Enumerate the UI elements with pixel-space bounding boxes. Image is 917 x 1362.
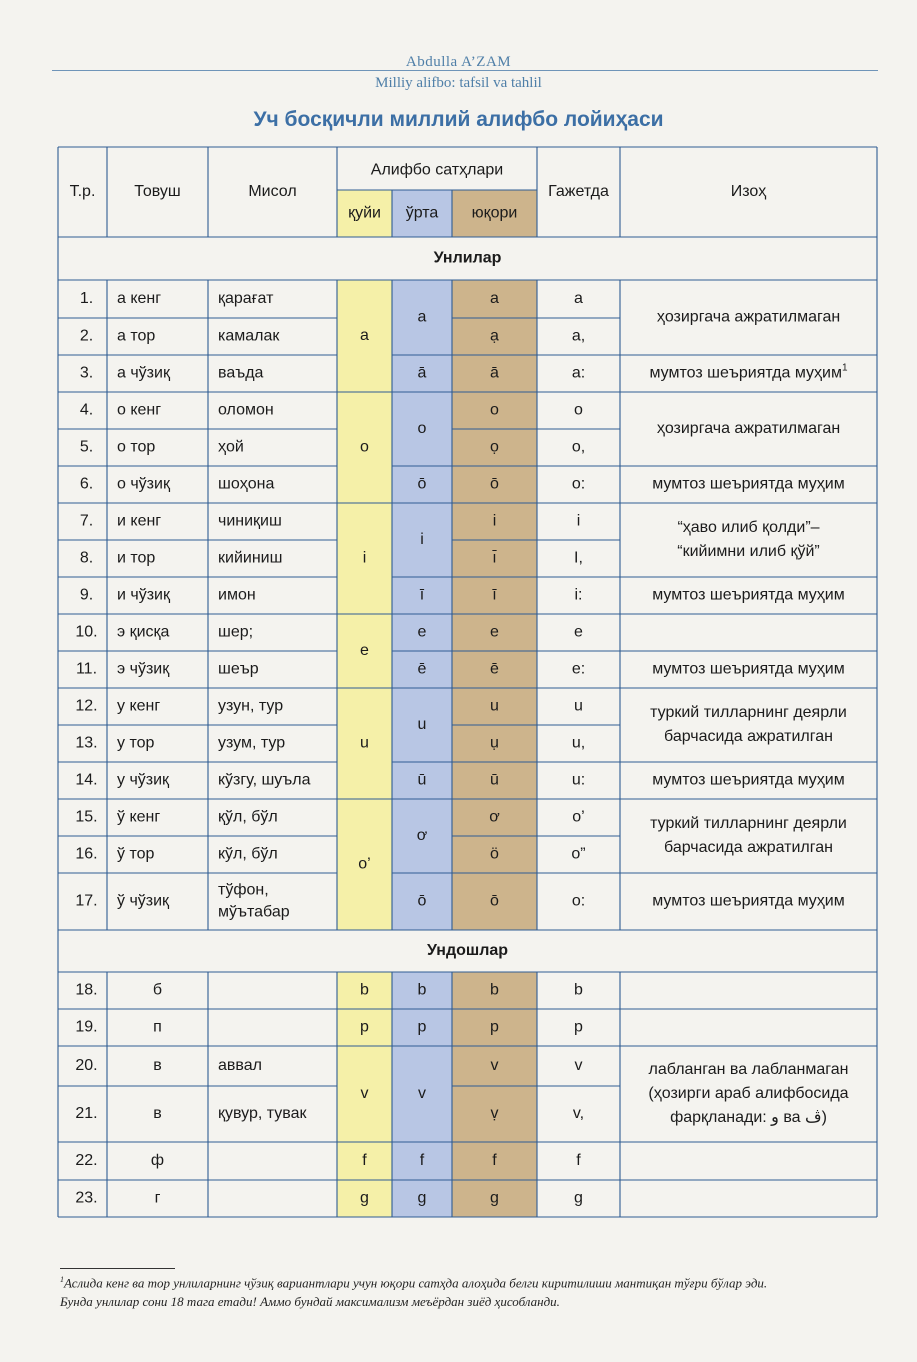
paper-letter: e: (571, 660, 586, 678)
column-header-sound: Товуш (134, 183, 181, 201)
row-example-line-2: мўътабар (218, 903, 290, 921)
note-text: фарқланади: و ва ڤ) (670, 1109, 827, 1127)
note-text: мумтоз шеъриятда муҳим (652, 586, 845, 604)
row-sound: у тор (117, 734, 155, 752)
high-letter: ā (490, 364, 499, 382)
mid-letter: o (417, 420, 427, 438)
row-sound: у кенг (117, 697, 161, 715)
mid-letter: i (420, 531, 424, 549)
row-number: 5. (79, 438, 94, 456)
row-sound: э қисқа (117, 623, 170, 641)
paper-letter: g (574, 1189, 583, 1207)
high-letter: g (490, 1189, 499, 1207)
row-number: 17. (75, 892, 98, 910)
paper-letter: f (576, 1152, 581, 1170)
row-example: қўл, бўл (218, 808, 278, 826)
row-sound: и кенг (117, 512, 162, 530)
low-letter: a (360, 327, 369, 345)
note-text: туркий тилларнинг деярли (650, 815, 847, 833)
paper-letter: e (574, 623, 583, 641)
row-sound: б (152, 981, 163, 999)
high-letter: a (490, 290, 499, 308)
footnote-mark: 1 (60, 1275, 64, 1284)
mid-letter: g (417, 1189, 427, 1207)
paper-letter: a: (571, 364, 586, 382)
row-sound: п (153, 1018, 162, 1036)
paper-letter: i (576, 512, 581, 530)
row-number: 18. (75, 981, 98, 999)
mid-letter: e (417, 623, 427, 641)
running-header-author: Abdulla A’ZAM (405, 54, 512, 70)
column-header-high: юқори (471, 204, 518, 222)
row-number: 15. (75, 808, 98, 826)
mid-letter: a (417, 308, 427, 326)
low-letter: u (360, 734, 369, 752)
mid-letter: f (419, 1152, 425, 1170)
row-sound: а кенг (117, 290, 162, 308)
column-header-num: Т.р. (69, 183, 96, 201)
high-letter: v (490, 1057, 499, 1075)
note-text: лабланган ва лабланмаган (648, 1061, 849, 1079)
running-header-subtitle: Milliy alifbo: tafsil va tahlil (375, 75, 542, 91)
row-example: узун, тур (218, 697, 284, 715)
note-text: мумтоз шеъриятда муҳим (652, 771, 845, 789)
low-letter: o (360, 438, 369, 456)
row-example: шоҳона (218, 475, 275, 493)
row-sound: в (153, 1105, 162, 1123)
mid-letter: ū (417, 771, 427, 789)
row-example: кўл, бўл (218, 845, 278, 863)
row-example: имон (218, 586, 256, 604)
high-letter: ơ (489, 808, 500, 826)
row-number: 19. (75, 1018, 98, 1036)
paper-letter: i: (574, 586, 583, 604)
paper-letter: u, (571, 734, 586, 752)
mid-letter: ā (417, 364, 427, 382)
row-example: кийиниш (218, 549, 283, 567)
mid-letter: ē (417, 660, 427, 678)
column-header-mid: ўрта (405, 204, 439, 222)
row-sound: а чўзиқ (117, 364, 170, 382)
column-header-note: Изоҳ (730, 183, 767, 201)
low-column-fill (337, 280, 392, 930)
row-sound: э чўзиқ (117, 660, 170, 678)
mid-letter: ơ (416, 827, 428, 845)
note-text: мумтоз шеъриятда муҳим$^1$ (649, 362, 848, 382)
high-letter: i (492, 512, 497, 530)
high-letter: ē (490, 660, 499, 678)
row-sound: о тор (117, 438, 156, 456)
high-letter: ö (490, 845, 499, 863)
paper-letter: u (574, 697, 583, 715)
note-text: “кийимни илиб қўй” (677, 543, 820, 561)
mid-letter: v (418, 1085, 426, 1103)
paper-letter: o (574, 401, 583, 419)
paper-letter: a, (571, 327, 586, 345)
row-number: 4. (79, 401, 94, 419)
row-number: 6. (79, 475, 94, 493)
footnote-divider (60, 1268, 175, 1269)
column-header-levels: Алифбо сатҳлари (370, 161, 504, 179)
mid-letter: p (417, 1018, 427, 1036)
paper-letter: v, (572, 1105, 585, 1123)
paper-letter: I, (574, 549, 583, 567)
footnote-line-1: Аслида кенг ва тор унлиларнинг чўзиқ вариантлари учун юқори сатҳда алоҳида белги киритилиши мантиқан тўғри бўлар эди. (64, 1275, 768, 1291)
paper-letter: u: (571, 771, 586, 789)
section-heading-vowels: Унлилар (433, 249, 502, 267)
note-text: ҳозиргача ажратилмаган (656, 420, 841, 438)
high-letter: ō (490, 475, 499, 493)
high-letter: ạ (490, 327, 499, 345)
paper-letter: o’ (572, 808, 585, 826)
note-text: “ҳаво илиб қолди”– (677, 519, 820, 537)
row-number: 3. (79, 364, 94, 382)
row-sound: и тор (117, 549, 156, 567)
high-letter: p (490, 1018, 499, 1036)
note-text: барчасида ажратилган (664, 839, 833, 857)
paper-letter: a (574, 290, 583, 308)
row-sound: а тор (117, 327, 156, 345)
high-letter: e (490, 623, 499, 641)
mid-letter: u (417, 716, 427, 734)
row-number: 13. (75, 734, 98, 752)
high-letter: ō (490, 892, 499, 910)
row-example: ҳой (218, 438, 244, 456)
row-number: 2. (79, 327, 94, 345)
row-sound: ў тор (117, 845, 155, 863)
row-number: 8. (79, 549, 94, 567)
row-sound: о кенг (117, 401, 162, 419)
note-text: мумтоз шеъриятда муҳим (652, 660, 845, 678)
row-sound: ф (150, 1152, 165, 1170)
low-letter: b (360, 981, 369, 999)
row-example: шеър (218, 660, 259, 678)
row-example: узум, тур (218, 734, 286, 752)
high-letter: o (490, 401, 499, 419)
high-letter: ṿ (490, 1105, 499, 1123)
row-example: камалак (218, 327, 280, 345)
row-example: қувур, тувак (218, 1105, 307, 1123)
note-text: мумтоз шеъриятда муҳим (652, 892, 845, 910)
low-letter: i (362, 549, 367, 567)
row-sound: ў чўзиқ (117, 892, 170, 910)
row-number: 11. (75, 660, 98, 678)
low-letter: p (360, 1018, 369, 1036)
low-letter: o’ (358, 855, 371, 873)
paper-letter: o, (571, 438, 586, 456)
high-letter: ı̄ (492, 549, 497, 567)
row-example: оломон (218, 401, 274, 419)
mid-letter: b (417, 981, 427, 999)
row-number: 22. (75, 1152, 98, 1170)
high-letter: f (492, 1152, 497, 1170)
paper-letter: o” (571, 845, 586, 863)
row-example: тўфон, (218, 881, 269, 899)
row-sound: в (153, 1057, 162, 1075)
high-letter: ụ (490, 734, 499, 752)
paper-letter: v (574, 1057, 583, 1075)
note-text: барчасида ажратилган (664, 728, 833, 746)
note-text: туркий тилларнинг деярли (650, 704, 847, 722)
paper-letter: o: (571, 892, 586, 910)
mid-letter: ī (419, 586, 425, 604)
paper-letter: o: (571, 475, 586, 493)
section-heading-consonants: Ундошлар (426, 942, 509, 960)
high-letter: ọ (490, 438, 499, 456)
row-example: ваъда (218, 364, 264, 382)
footnote-1 (60, 1275, 870, 1291)
row-number: 14. (75, 771, 98, 789)
note-text: ҳозиргача ажратилмаган (656, 308, 841, 326)
paper-letter: b (574, 981, 583, 999)
low-letter: v (360, 1085, 369, 1103)
row-example: қарағат (218, 290, 274, 308)
column-header-example: Мисол (248, 183, 297, 201)
mid-letter: ō (417, 475, 427, 493)
row-sound: и чўзиқ (117, 586, 170, 604)
high-letter: ū (490, 771, 499, 789)
row-sound: о чўзиқ (117, 475, 170, 493)
row-sound: ў кенг (117, 808, 161, 826)
footnote-line-2: Бунда унлилар сони 18 тага етади! Аммо бундай максимализм меъёрдан зиёд ҳисобланди. (60, 1294, 560, 1309)
row-number: 7. (79, 512, 94, 530)
row-number: 1. (79, 290, 94, 308)
row-sound: у чўзиқ (117, 771, 170, 789)
low-letter: e (360, 642, 369, 660)
row-example: шер; (218, 623, 254, 641)
high-letter: b (490, 981, 499, 999)
row-sound: г (154, 1189, 161, 1207)
row-example: кўзгу, шуъла (218, 771, 311, 789)
column-header-low: қуйи (348, 204, 381, 222)
low-letter: g (360, 1189, 369, 1207)
row-number: 23. (75, 1189, 98, 1207)
mid-letter: ō (417, 892, 427, 910)
paper-letter: p (574, 1018, 583, 1036)
row-number: 20. (75, 1057, 98, 1075)
row-number: 9. (79, 586, 94, 604)
high-letter: u (490, 697, 499, 715)
high-letter: ī (492, 586, 497, 604)
row-number: 16. (75, 845, 98, 863)
row-example: чиниқиш (218, 512, 282, 530)
note-text: (ҳозирги араб алифбосида (648, 1085, 849, 1103)
row-example: аввал (218, 1057, 262, 1075)
row-number: 21. (75, 1105, 98, 1123)
note-text: мумтоз шеъриятда муҳим (652, 475, 845, 493)
row-number: 12. (75, 697, 98, 715)
footnote-reference: 1 (841, 362, 848, 374)
low-letter: f (362, 1152, 367, 1170)
column-header-paper: Гажетда (548, 183, 609, 201)
row-number: 10. (75, 623, 98, 641)
table-title: Уч босқичли миллий алифбо лойиҳаси (253, 108, 664, 131)
